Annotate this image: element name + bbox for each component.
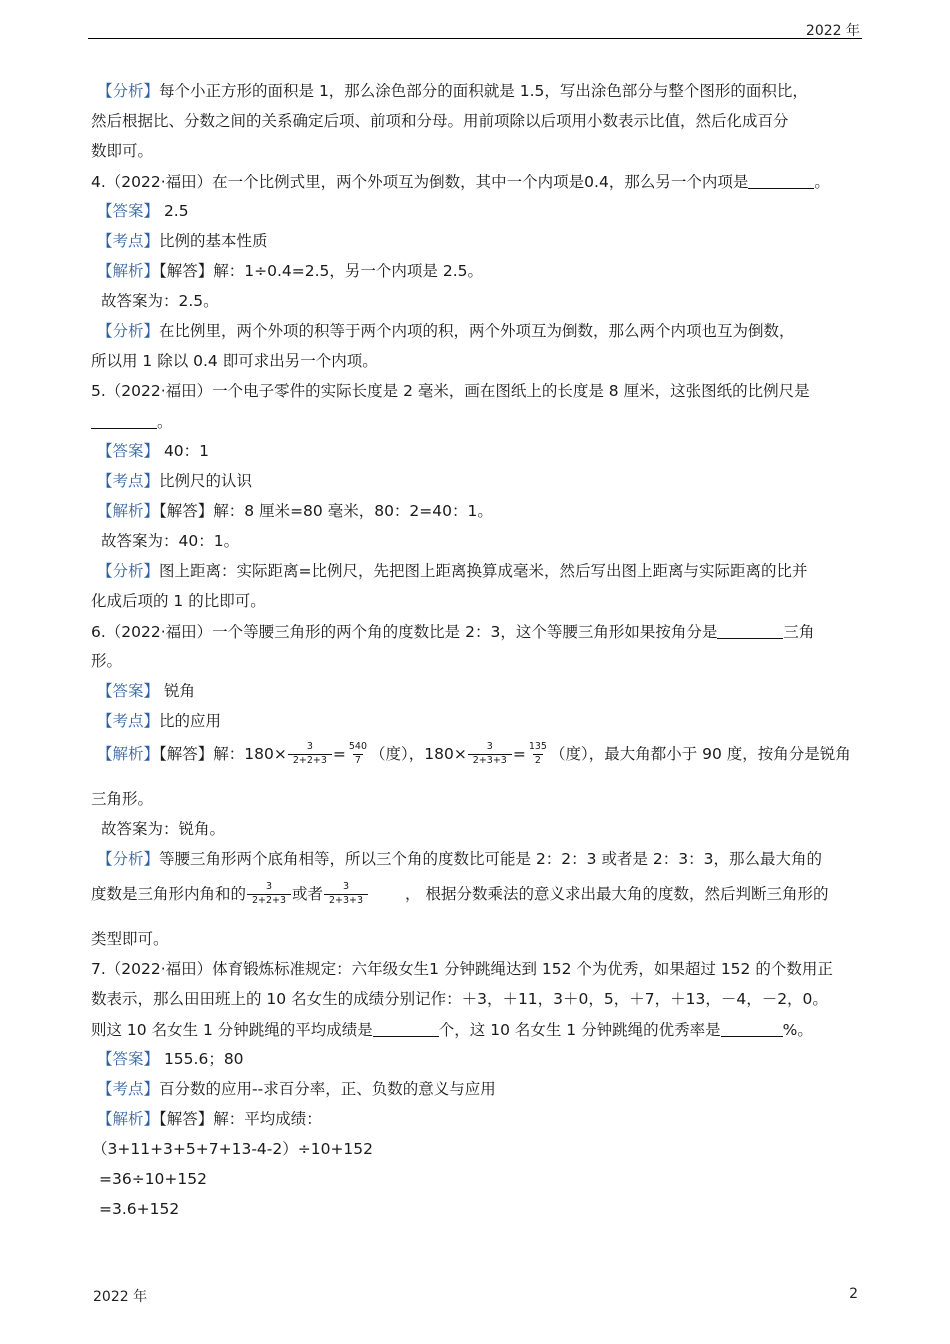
analysis-3-line-2: 然后根据比、分数之间的关系确定后项、前项和分母。用前项除以后项用小数表示比值，然后化成百分 bbox=[91, 112, 789, 130]
question-6-line-1: 6.（2022·福田）一个等腰三角形的两个角的度数比是 2：3，这个等腰三角形如果按角分是 三角 bbox=[91, 623, 815, 641]
question-5-line-1: 5.（2022·福田）一个电子零件的实际长度是 2 毫米，画在图纸上的长度是 8 厘米，这张图纸的比例尺是 bbox=[91, 382, 810, 400]
analysis-4-line-1: 【分析】在比例里，两个外项的积等于两个内项的积，两个外项互为倒数，那么两个内项也互为倒数， bbox=[97, 322, 795, 340]
analysis-5-line-1: 【分析】图上距离：实际距离=比例尺，先把图上距离换算成毫米，然后写出图上距离与实际距离的比并 bbox=[97, 562, 808, 580]
point-6: 【考点】比的应用 bbox=[97, 712, 222, 730]
page-number: 2 bbox=[849, 1286, 858, 1302]
analysis-tag: 【分析】 bbox=[97, 82, 160, 100]
answer-5: 【答案】 40：1 bbox=[97, 442, 210, 460]
header-rule bbox=[88, 38, 862, 39]
explain-4: 【解析】【解答】解：1÷0.4=2.5，另一个内项是 2.5。 bbox=[97, 262, 483, 280]
fraction: $\frac{135}{2}$ bbox=[528, 741, 547, 766]
analysis-5-line-2: 化成后项的 1 的比即可。 bbox=[91, 592, 266, 610]
answer-blank bbox=[373, 1022, 439, 1037]
explain-tag: 【解析】 bbox=[97, 262, 160, 280]
answer-blank bbox=[748, 174, 814, 189]
fraction: $\frac{3}{2+2+3}$ bbox=[247, 882, 291, 907]
analysis-6-line-1: 【分析】等腰三角形两个底角相等，所以三个角的度数比可能是 2：2：3 或者是 2：3：3，那么最大角的 bbox=[97, 850, 822, 868]
fraction: $\frac{3}{2+3+3}$ bbox=[324, 882, 368, 907]
calc-line-1: （3+11+3+5+7+13-4-2）÷10+152 bbox=[92, 1140, 374, 1158]
header-year: 2022 年 bbox=[805, 23, 860, 39]
conclusion-4: 故答案为：2.5。 bbox=[101, 292, 219, 310]
answer-blank bbox=[721, 1022, 783, 1037]
answer-blank bbox=[91, 414, 157, 429]
fraction: $\frac{540}{7}$ bbox=[348, 741, 367, 766]
question-7-line-3: 则这 10 名女生 1 分钟跳绳的平均成绩是 个，这 10 名女生 1 分钟跳绳的优秀率是 %。 bbox=[91, 1021, 813, 1039]
analysis-3-line-3: 数即可。 bbox=[91, 142, 154, 160]
explain-5: 【解析】【解答】解：8 厘米=80 毫米，80：2=40：1。 bbox=[97, 502, 493, 520]
question-5-line-2: 。 bbox=[91, 414, 173, 431]
question-7-line-2: 数表示，那么田田班上的 10 名女生的成绩分别记作：＋3，＋11，3＋0，5，＋7，＋13，－4，－2，0。 bbox=[91, 990, 828, 1008]
fraction: $\frac{3}{2+2+3}$ bbox=[288, 742, 332, 767]
explain-6: 【解析】【解答】解：180× $\frac{3}{2+2+3}$ = $\frac{540}{7}$ （度），180× $\frac{3}{2+3+3}$ = $\frac{135}{2}$ （度），最大角都小于 90 度，按角分是锐角 bbox=[97, 741, 851, 766]
explain-7: 【解析】【解答】解：平均成绩： bbox=[97, 1110, 322, 1128]
question-6-line-2: 形。 bbox=[91, 652, 123, 670]
conclusion-5: 故答案为：40：1。 bbox=[101, 532, 240, 550]
calc-line-2: =36÷10+152 bbox=[99, 1170, 207, 1188]
point-4: 【考点】比例的基本性质 bbox=[97, 232, 268, 250]
analysis-6-line-3: 类型即可。 bbox=[91, 930, 169, 948]
answer-blank bbox=[717, 624, 783, 639]
conclusion-6: 故答案为：锐角。 bbox=[101, 820, 226, 838]
footer-year: 2022 年 bbox=[93, 1289, 148, 1305]
point-tag: 【考点】 bbox=[97, 232, 160, 250]
analysis-3-line-1: 【分析】每个小正方形的面积是 1，那么涂色部分的面积就是 1.5，写出涂色部分与整个图形的面积比， bbox=[97, 82, 808, 100]
analysis-4-line-2: 所以用 1 除以 0.4 即可求出另一个内项。 bbox=[91, 352, 378, 370]
answer-7: 【答案】 155.6；80 bbox=[97, 1050, 244, 1068]
explain-6-line-2: 三角形。 bbox=[91, 790, 154, 808]
answer-4: 【答案】 2.5 bbox=[97, 202, 189, 220]
analysis-6-line-2: 度数是三角形内角和的 $\frac{3}{2+2+3}$ 或者 $\frac{3}{2+3+3}$ ， 根据分数乘法的意义求出最大角的度数，然后判断三角形的 bbox=[91, 881, 829, 906]
calc-line-3: =3.6+152 bbox=[99, 1200, 180, 1218]
question-7-line-1: 7.（2022·福田）体育锻炼标准规定：六年级女生1 分钟跳绳达到 152 个为优秀，如果超过 152 的个数用正 bbox=[91, 960, 833, 978]
answer-6: 【答案】 锐角 bbox=[97, 682, 195, 700]
point-7: 【考点】百分数的应用--求百分率，正、负数的意义与应用 bbox=[97, 1080, 496, 1098]
question-4: 4.（2022·福田）在一个比例式里，两个外项互为倒数，其中一个内项是0.4，那么另一个内项是 。 bbox=[91, 173, 830, 191]
answer-tag: 【答案】 bbox=[97, 202, 160, 220]
point-5: 【考点】比例尺的认识 bbox=[97, 472, 253, 490]
fraction: $\frac{3}{2+3+3}$ bbox=[468, 742, 512, 767]
